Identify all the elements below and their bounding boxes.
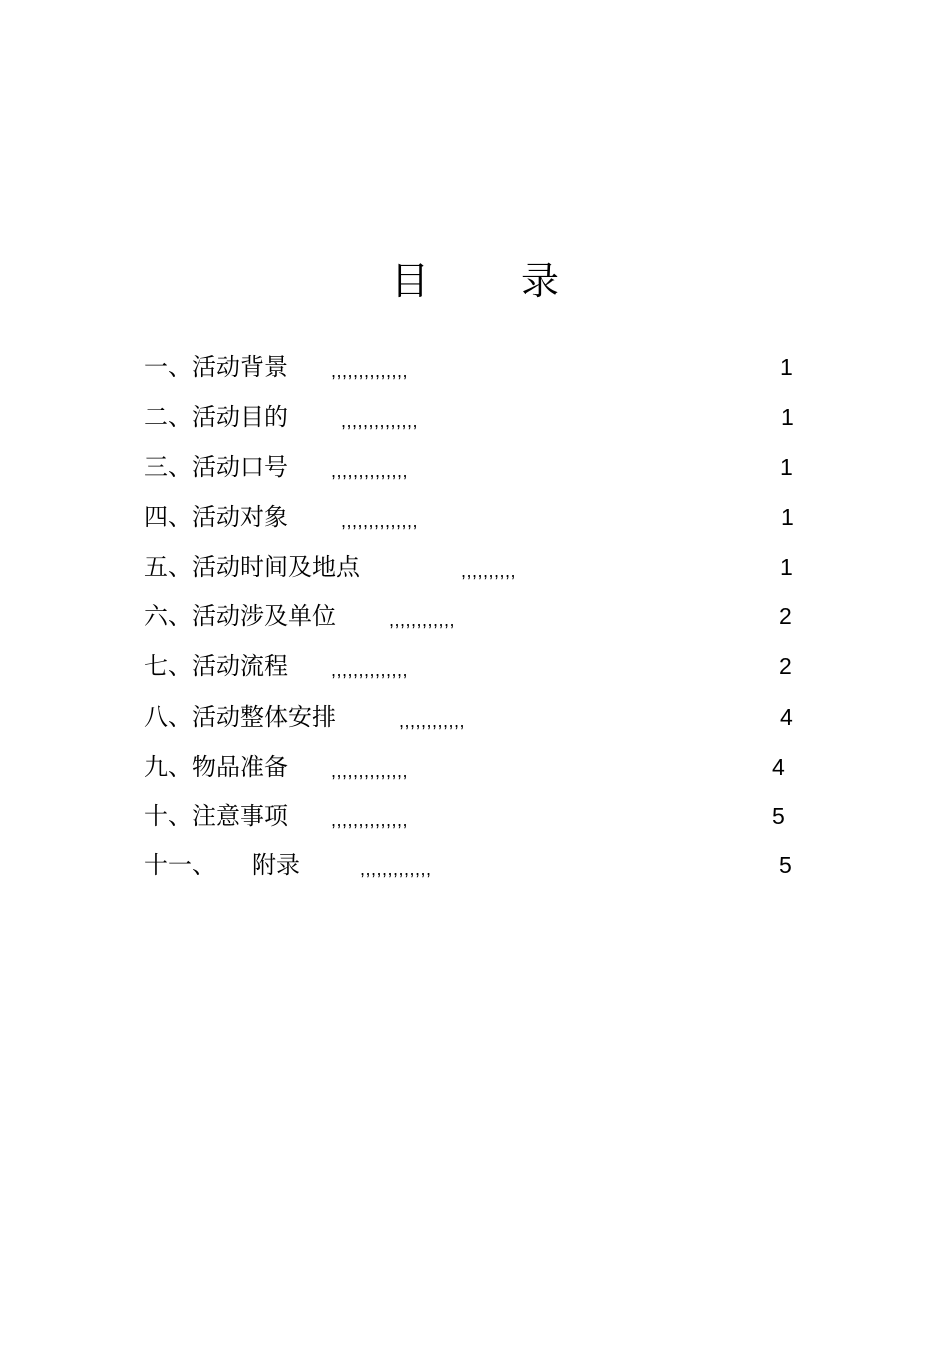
toc-entry-leader: ,,,,,,,,,,,,,, [331, 810, 409, 830]
toc-entry-page-number: 1 [780, 554, 793, 580]
toc-entry-leader: ,,,,,,,,,,,, [399, 711, 466, 731]
toc-entry[interactable] [0, 847, 950, 883]
toc-entry[interactable] [0, 399, 950, 435]
toc-entry-label: 附录 [252, 851, 300, 879]
toc-entry-page-number: 1 [780, 454, 793, 480]
toc-entry-leader: ,,,,,,,,,,,,,, [341, 411, 419, 431]
toc-entry-label: 一、活动背景 [144, 353, 288, 381]
page-title: 目 录 [390, 259, 600, 303]
toc-entry-leader: ,,,,,,,,,,,,,, [331, 660, 409, 680]
toc-entry-label: 十、注意事项 [144, 802, 288, 830]
toc-entry-page-number: 4 [780, 704, 793, 730]
toc-entry[interactable] [0, 349, 950, 385]
toc-entry-page-number: 5 [772, 803, 785, 829]
toc-entry[interactable] [0, 549, 950, 585]
toc-entry-label-group [144, 847, 300, 883]
toc-entry-label: 六、活动涉及单位 [144, 602, 336, 630]
toc-entry-label-prefix: 十一、 [144, 851, 216, 879]
toc-entry-page-number: 1 [781, 504, 794, 530]
toc-entry[interactable] [0, 798, 950, 834]
toc-entry-label: 五、活动时间及地点 [144, 553, 360, 581]
toc-entry-leader: ,,,,,,,,,,,,,, [331, 761, 409, 781]
toc-entry-page-number: 2 [779, 603, 792, 629]
toc-entry-label: 四、活动对象 [144, 503, 288, 531]
toc-entry-label: 八、活动整体安排 [144, 703, 336, 731]
toc-entry-leader: ,,,,,,,,,,,,,, [331, 361, 409, 381]
toc-entry[interactable] [0, 598, 950, 634]
toc-entry-page-number: 2 [779, 653, 792, 679]
toc-entry-page-number: 4 [772, 754, 785, 780]
toc-entry[interactable] [0, 749, 950, 785]
toc-entry-page-number: 1 [781, 404, 794, 430]
toc-entry-label: 二、活动目的 [144, 403, 288, 431]
toc-entry-page-number: 1 [780, 354, 793, 380]
toc-entry-leader: ,,,,,,,,,,,,,, [331, 461, 409, 481]
toc-entry[interactable] [0, 499, 950, 535]
toc-entry-leader: ,,,,,,,,,,,,, [360, 859, 432, 879]
toc-entry-label: 九、物品准备 [144, 753, 288, 781]
toc-entry-leader: ,,,,,,,,,,,,,, [341, 511, 419, 531]
toc-entry-label: 三、活动口号 [144, 453, 288, 481]
toc-entry-page-number: 5 [779, 852, 792, 878]
toc-entry-leader: ,,,,,,,,,,,, [389, 610, 456, 630]
toc-entry[interactable] [0, 699, 950, 735]
toc-entry-leader: ,,,,,,,,,, [461, 561, 517, 581]
toc-entry[interactable] [0, 449, 950, 485]
toc-entry-label: 七、活动流程 [144, 652, 288, 680]
toc-entry[interactable] [0, 648, 950, 684]
